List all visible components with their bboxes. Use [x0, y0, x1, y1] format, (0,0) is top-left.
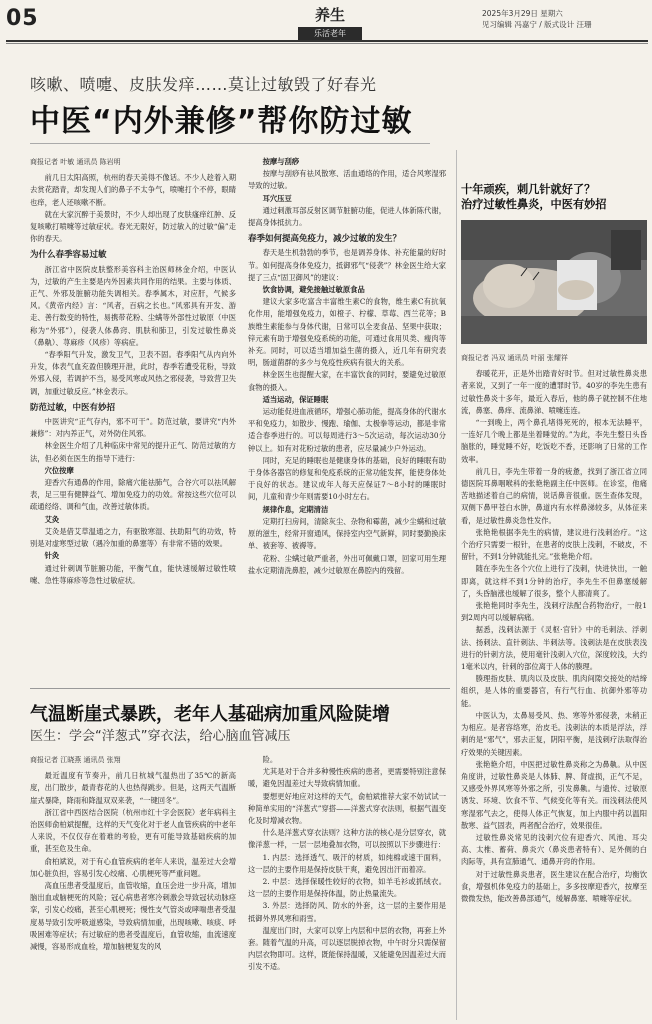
paragraph: 前几日，李先生带着一身的疲惫，找到了浙江省立同德医院耳鼻咽喉科的张艳艳副主任中医师。在诊室，他痛苦地描述着自己的病情，说话鼻音很重。医生查体发现，双侧下鼻甲苍白水肿，鼻道内有水样鼻涕较多，从体征来看，是过敏性鼻炎急性发作。 [461, 466, 647, 525]
paragraph: 花粉、尘螨过敏严重者，外出可佩戴口罩，回家可用生理盐水定期清洗鼻腔，减少过敏原在鼻腔内的残留。 [248, 553, 446, 575]
section-title: 养生 [314, 6, 345, 24]
second-headline: 气温断崖式暴跌，老年人基础病加重风险陡增 [30, 704, 390, 725]
side-byline: 商报记者 冯双 通讯员 叶丽 张耀祥 [461, 354, 568, 362]
paragraph: 据悉，浅刺法源于《灵枢·官针》中的毛刺法、浮刺法、扬刺法、直针刺法、半刺法等。浅刺法是在皮肤表浅进行的针刺方法，使用毫针浅刺入穴位，深度较浅，大约1毫米以内，针刺的部位离于人体的腠理。 [461, 625, 647, 672]
headline-divider [30, 143, 430, 144]
section-heading: 防范过敏，中医有妙招 [30, 402, 116, 413]
lead-article-column-1 [30, 156, 236, 678]
paragraph: 什么是洋葱式穿衣法则？这种方法的核心是分层穿衣，就像洋葱一样，一层一层地叠加衣物，可以按照以下步骤进行： [248, 828, 446, 850]
section-heading: 春季如何提高免疫力，减少过敏的发生？ [248, 234, 402, 245]
side-headline-line-2: 治疗过敏性鼻炎，中医有妙招 [461, 198, 607, 211]
paragraph: 中医讲究“正气存内，邪不可干”。防范过敏，要讲究“内外兼修”：对内养正气，对外防住风邪。 [30, 417, 236, 439]
subheading: 针灸 [44, 551, 60, 561]
second-article-column-1 [30, 754, 236, 1020]
paragraph: 定期打扫房间，清除灰尘、杂物和霉菌，减少尘螨和过敏原的滋生，经常开窗通风，保持室内空气新鲜，同时要勤换床单、被套等、被褥等。 [248, 516, 446, 551]
side-article-body [461, 352, 647, 1020]
paragraph: “一到晚上，两个鼻孔堵得死死的，根本无法睡平，一连好几个晚上都是坐着睡觉的。”为此，李先生整日头昏脑胀的，睡觉睡不好，吃饭吃不香，还影响了日常的工作效率。 [461, 418, 647, 464]
subheading: 艾灸 [44, 514, 60, 524]
dateline [482, 8, 648, 30]
subheading: 规律作息，定期清洁 [262, 504, 329, 514]
paragraph: 林金医生介绍了几种临床中常见的提升正气、防范过敏的方法，但必须在医生的指导下进行： [30, 441, 236, 463]
second-article-column-2 [248, 754, 446, 1020]
section-subtitle: 乐活老年 [298, 27, 362, 40]
column-divider [456, 150, 457, 1020]
lead-headline: 中医“内外兼修”帮你防过敏 [30, 104, 413, 139]
side-headline [461, 182, 647, 212]
paragraph: 过敏性鼻炎常见的浅刺穴位有迎香穴、风池、耳尖高、太椎、蓄荷、鼻炎穴（鼻炎患者特有）、足外侧的白肉际等，具有宣肺通气、通鼻开窍的作用。 [461, 832, 647, 867]
issue-date: 2025年3月29日 星期六 [482, 9, 563, 18]
header-rule [6, 40, 648, 42]
acupuncture-photo [461, 220, 647, 344]
second-subheadline: 医生：学会“洋葱式”穿衣法，给心脑血管减压 [30, 729, 291, 744]
paragraph: 对于过敏性鼻炎患者，医生建议在配合治疗，均衡饮食，增强机体免疫力的基础上，多多按摩迎香穴，按摩至微微发热，能改善鼻部通气，缓解鼻塞、喷嚏等症状。 [461, 869, 647, 903]
paragraph: 尤其是对于合并多种慢性疾病的患者，更需要特别注意保暖，避免因温差过大导致病情加重。 [248, 767, 446, 789]
paragraph: 高血压患者受温度后，血管收缩，血压会进一步升高，增加脑出血或脑梗死的风险；冠心病患者寒冷刺激会导致冠状动脉痉挛，引发心绞痛，甚至心肌梗死；慢性支气管炎或哮喘患者受温度易导致引发呼吸道感染，导致病情加重，出现咳嗽、咳痰、呼吸困难等症状；有过敏症的患者受温度后，血管收缩，血流速度减慢，容易形成血栓，增加脑梗复发的风 [30, 881, 236, 952]
paragraph: 迎香穴有通鼻的作用，除痛穴能祛肺气，合谷穴可以祛风解表，足三里有健脾益气、增加免疫力的功效。常按这些穴位可以疏通经络、调和气血，改善过敏体质。 [30, 478, 236, 512]
lead-kicker: 咳嗽、喷嚏、皮肤发痒……莫让过敏毁了好春光 [30, 75, 377, 94]
paragraph: 春暖花开，正是外出踏青好时节。但对过敏性鼻炎患者来说，又到了一年一度的遭罪时节。40岁的李先生患有过敏性鼻炎十多年，最近入春后，他的鼻子就控制不住地流，鼻塞、鼻痒、流鼻涕、喷嚏连连。 [461, 369, 647, 415]
paragraph: 浙江省中医院皮肤整形美容科主治医师林金介绍，中医认为，过敏的产生主要是内外因素共同作用的结果。主要与体质、正气、外邪及脏腑功能失调相关。春季属木，对应肝，气候多风。《黄帝内经》言：“风者，百病之长也。”风邪具有开发、游走、善行数变的特性，易携带花粉、尘螨等外部性过敏原（中医称为“外邪”），侵袭人体鼻窍、肌肤和肺卫，引发过敏性鼻炎（鼻鼽）、荨麻疹（风疹）等病症。 [30, 264, 236, 347]
paragraph: 建议大家多吃富含丰富维生素C的食物，维生素C有抗氧化作用，能增强免疫力，如橙子、柠檬、草莓、西兰花等；B族维生素能参与身体代谢，日常可以全麦食品、坚果中获取；锌元素有助于增强免疫系统的功能，可通过食用贝类、瘦肉等补充。同时，可以适当增加益生菌的摄入，近几年有研究表明，肠道菌群的多少与免疫性疾病有很大的关系。 [248, 297, 446, 368]
paragraph: 中医认为，太鼻易受风、热、寒等外邪侵袭，未稍正为相应。是者容络寒，治皮毛。浅刺法的本质是浮法，浮刺的是“邪气”，邪去正复，阴阳平衡，是浅刺疗法取得治疗效果的关键因素。 [461, 710, 647, 757]
paragraph: 前几日太阳高照，杭州的春天美得不像话。不少人趁着入期去赏花踏青，却发现人们的鼻子不太争气，喷嚏打个不停，眼睛也痒，老人还咳嗽不断。 [30, 173, 236, 207]
paragraph: 通过针刺调节脏腑功能，平衡气血，能快速缓解过敏性喷嚏、急性荨麻疹等急性过敏症状。 [30, 563, 236, 585]
lead-byline: 商报记者 叶敏 通讯员 陈岩明 [30, 158, 121, 166]
paragraph: 张艳艳根据李先生的病情，建议进行浅刺治疗。“这个治疗只需要一根针，在患者的皮肤上浅刺，不破皮，不留针，不到1分钟就能扎完。”张艳艳介绍。 [461, 527, 647, 562]
subheading: 耳穴压豆 [262, 193, 292, 203]
paragraph: 春天是生机勃勃的季节，也是调养身体、补充能量的好时节。如何提高身体免疫力，抵御邪气“侵袭”？林金医生给大家提了三点“固卫御风”的建议： [248, 248, 446, 282]
paragraph: 3. 外层：选择防风、防水的外套，这一层的主要作用是抵御外界风寒和雨雪。 [248, 901, 446, 923]
paragraph: 1. 内层：选择透气、吸汗的材质，如纯棉或速干面料，这一层的主要作用是保持皮肤干爽，避免因出汗而着凉。 [248, 852, 446, 874]
paragraph: “春季阳气升发，激发卫气，卫表不固。春季阳气从内向外升发，体表气血充盈但腠理开泄，此时，春季若遭受花粉，导致外邪入侵，若调护不当，易受风寒或风热之邪侵袭，导致营卫失调，加重过敏反应。”林金表示。 [30, 350, 236, 396]
paragraph: 俞柏斌说，对于有心血管疾病的老年人来说，温差过大会增加心脏负担，容易引发心绞痛、心肌梗死等严重问题。 [30, 856, 236, 878]
second-byline: 商报记者 江晓燕 通讯员 张翔 [30, 756, 121, 764]
paragraph: 2. 中层：选择保暖性较好的衣物，如羊毛衫或抓绒衣。这一层的主要作用是保持体温，防止热量流失。 [248, 877, 446, 899]
paragraph: 张艳艳同时李先生，浅刺疗法配合药物治疗，一般1到2周内可以缓解病痛。 [461, 601, 647, 623]
paragraph: 最近温度有节奏升，前几日杭城气温热出了35℃的新高度，出门散步，最青春花的人也热得跳步。但是，这两天气温断崖式暴降，降雨和降温双双来袭，“一键回冬”。 [30, 771, 236, 805]
paragraph: 按摩与刮痧有祛风散寒、活血通络的作用，适合风寒湿邪导致的过敏。 [248, 169, 446, 191]
header-rule-thin [6, 43, 648, 44]
lead-article-column-2 [248, 156, 446, 678]
subheading: 适当运动，保证睡眠 [262, 394, 329, 404]
paragraph: 通过刺激耳部反射区调节脏腑功能，促进人体新陈代谢，提高身体抵抗力。 [248, 205, 446, 228]
paragraph: 要想更好地应对这样的天气，俞柏斌推荐大家不妨试试一种简单实用的“洋葱式”穿搭——洋葱式穿衣法则，根据气温变化及时增减衣物。 [248, 791, 446, 826]
second-article-divider [30, 688, 450, 689]
paragraph: 温度出门时，大家可以穿上内层和中层的衣物，再套上外套。随着气温的升高，可以逐层脱掉衣物，中午时分只需保留内层衣物即可。这样，既能保持温暖，又能避免因温差过大而引发不适。 [248, 925, 446, 972]
side-headline-line-1: 十年顽疾，刺几针就好了？ [461, 183, 596, 196]
paragraph: 同时，充足的睡眠也是健康身体的基础，良好的睡眠有助于身体各器官的修复和免疫系统的正常功能发挥，能使身体处于良好的状态。建议成年人每天应保证7～8小时的睡眠时间，儿童和青少年则需要10小时左右。 [248, 455, 446, 502]
page-number: 05 [6, 6, 39, 31]
paragraph: 随在李先生各个穴位上进行了浅刺，快进快出，一触即离，就这样不到1分钟的治疗，李先生不但鼻塞缓解了，头昏脑涨也缓解了很多，整个人都清爽了。 [461, 564, 647, 598]
paragraph: 险。 [262, 755, 278, 764]
paragraph: 浙江省中西医结合医院（杭州市红十字会医院）老年病科主治医师俞柏斌提醒，这样的天气变化对于老人血管疾病的中老年人来说，不仅仅存在着难的考验，更有可能导致基础疾病的加重，甚至危及生命。 [30, 807, 236, 854]
section-label [298, 4, 362, 38]
subheading: 穴位按摩 [44, 465, 74, 475]
paragraph: 艾灸是借艾草温通之力，有驱散寒湿、扶助阳气的功效，特别是对虚寒型过敏（遇冷加重的鼻塞等）有非常不错的效果。 [30, 526, 236, 549]
paragraph: 张艳艳介绍，中医把过敏性鼻炎称之为鼻鼽。从中医角度讲，过敏性鼻炎是人体肺、脾、肾虚损，正气不足，又感受外界风寒等外邪之所，引发鼻鼽。与遗传、过敏原诱发、环境、饮食不节、气候变化等有关。而浅刺法使风寒湿邪气去之，使得人体正气恢复，加上内服中药以温阳散寒、益气固表，两者配合治疗，效果很佳。 [461, 759, 647, 830]
paragraph: 林金医生也提醒大家，在丰富饮食的同时，要避免过敏原食物的摄入。 [248, 370, 446, 392]
subheading: 按摩与刮痧 [262, 157, 300, 166]
editor-credits: 见习编辑 冯嘉宁 / 版式设计 汪珊 [482, 20, 592, 29]
subheading: 饮食协调，避免接触过敏原食品 [262, 285, 365, 295]
acupuncture-photo-image [461, 220, 647, 344]
section-heading: 为什么春季容易过敏 [30, 250, 107, 261]
paragraph: 就在大家沉醉于美景时，不少人却出现了皮肤瘙痒红肿、反复咳嗽打喷嚏等过敏症状。春光无限好，防过敏入的过敏“偏”走你的春天。 [30, 209, 236, 244]
paragraph: 运动能促进血液循环，增强心肺功能，提高身体的代谢水平和免疫力，如散步、慢跑、瑜伽、太极拳等运动，都是非常适合春季进行的。可以每周进行3～5次运动，每次运动30分钟以上。如有对花粉过敏的患者，应尽量减少户外运动。 [248, 407, 446, 453]
paragraph: 腠理指皮肤、肌肉以及皮肤、肌肉间隙交接处的结缔组织，是人体的重要器官，有行气行血、抗御外邪等功能。 [461, 674, 647, 708]
